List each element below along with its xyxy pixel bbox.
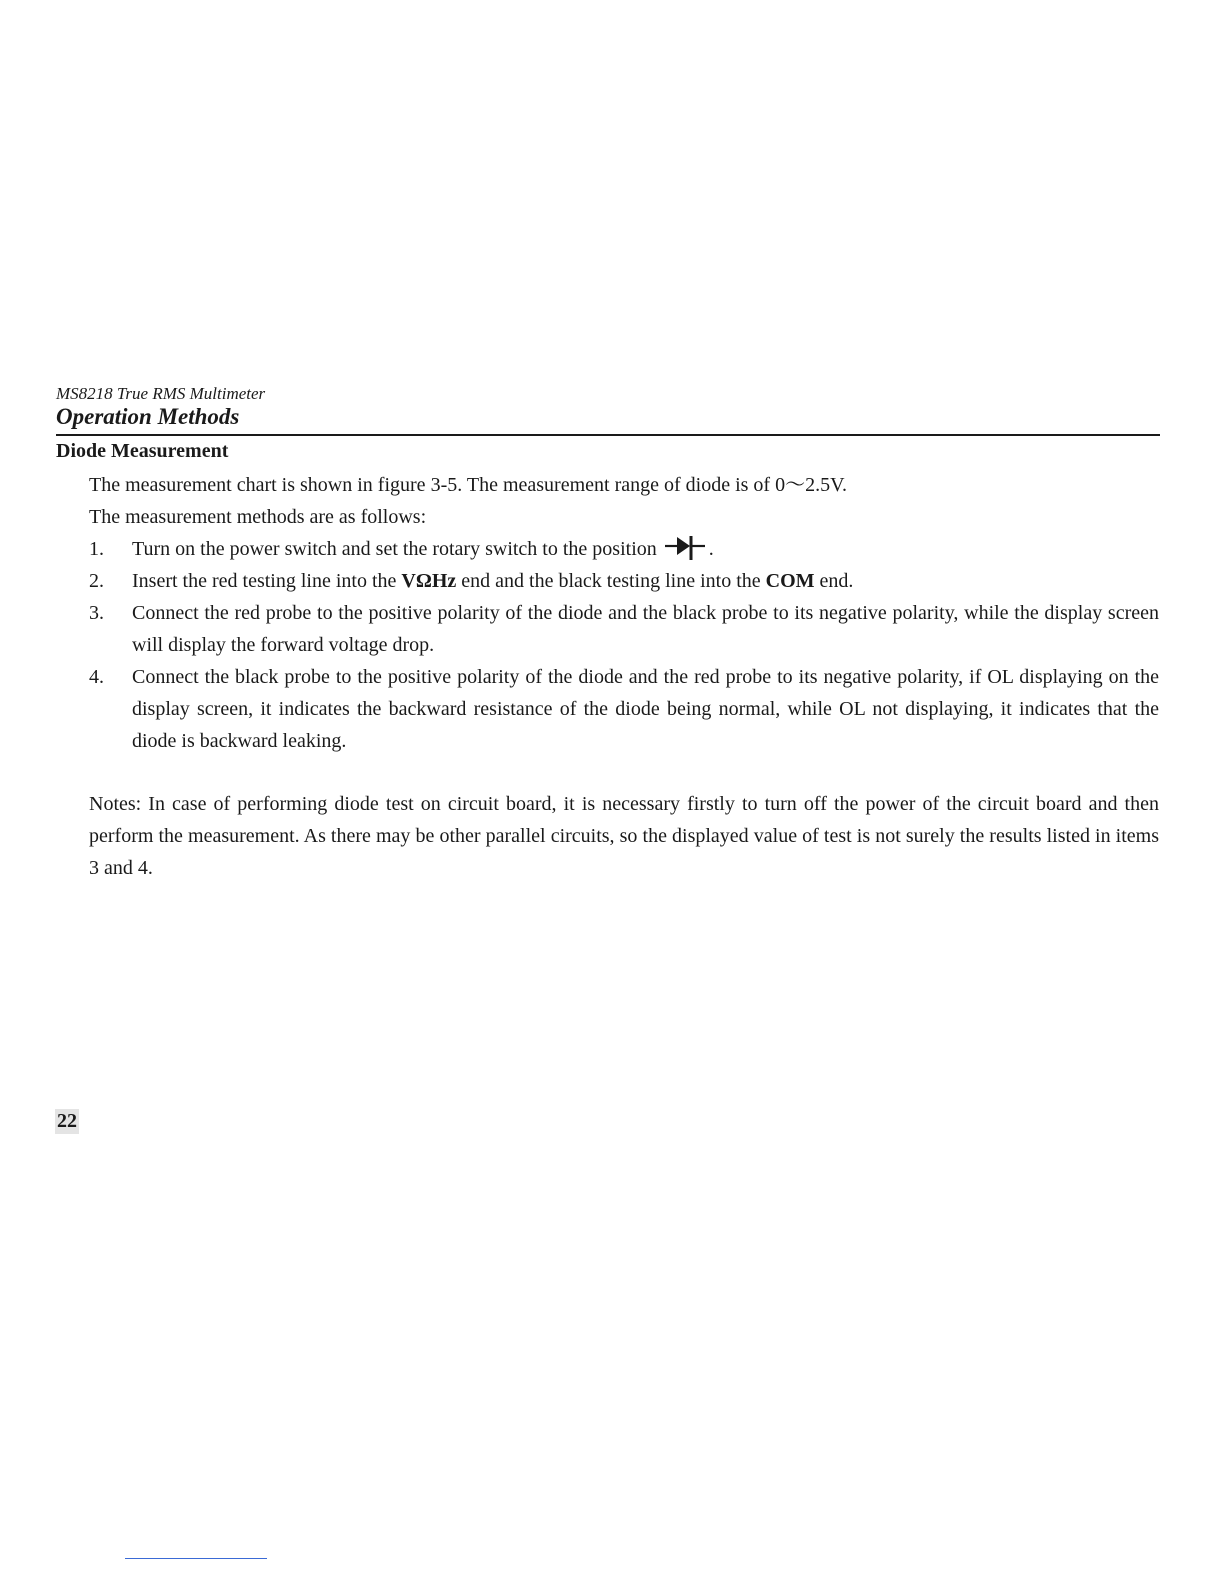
step-text-after: . bbox=[708, 538, 714, 560]
chapter-title: Operation Methods bbox=[56, 404, 240, 429]
step-item-2 bbox=[89, 565, 1159, 597]
notes-paragraph: Notes: In case of performing diode test on circuit board, it is necessary firstly to turn off the power of the circuit board and then perform the measurement. As there may be other parallel circuits, so the displayed value of test is not surely the results listed in items 3 and 4. bbox=[89, 793, 1159, 879]
product-name-header: MS8218 True RMS Multimeter bbox=[56, 384, 266, 403]
header-divider bbox=[56, 434, 1160, 436]
terminal-label-com: COM bbox=[765, 570, 815, 592]
terminal-label-vohz: VΩHz bbox=[401, 570, 457, 592]
step-item-3 bbox=[89, 597, 1159, 661]
step-text: Connect the red probe to the positive polarity of the diode and the black probe to its negative polarity, while the display screen will display the forward voltage drop. bbox=[132, 602, 1159, 656]
step-text: Connect the black probe to the positive polarity of the diode and the red probe to its negative polarity, if OL displaying on the display screen, it indicates the backward resistance of the diode being normal, while OL not displaying, it indicates that the diode is backward leaking. bbox=[132, 666, 1159, 752]
methods-intro: The measurement methods are as follows: bbox=[89, 506, 427, 528]
step-text-before: Turn on the power switch and set the rotary switch to the position bbox=[132, 538, 657, 560]
step-number: 4. bbox=[89, 666, 104, 688]
step-number: 3. bbox=[89, 602, 104, 624]
step-number: 2. bbox=[89, 570, 104, 592]
step-number: 1. bbox=[89, 538, 104, 560]
step-text-part: end and the black testing line into the bbox=[456, 570, 766, 592]
page-number: 22 bbox=[57, 1110, 77, 1132]
intro-paragraph: The measurement chart is shown in figure 3-5. The measurement range of diode is of 0～2.5V. bbox=[89, 474, 847, 496]
step-item-4 bbox=[89, 661, 1159, 757]
section-title: Diode Measurement bbox=[56, 440, 229, 462]
step-text-part: end. bbox=[814, 570, 854, 592]
step-text-part: Insert the red testing line into the bbox=[132, 570, 402, 592]
footer-rule bbox=[125, 1558, 267, 1559]
step-text bbox=[132, 565, 1159, 597]
